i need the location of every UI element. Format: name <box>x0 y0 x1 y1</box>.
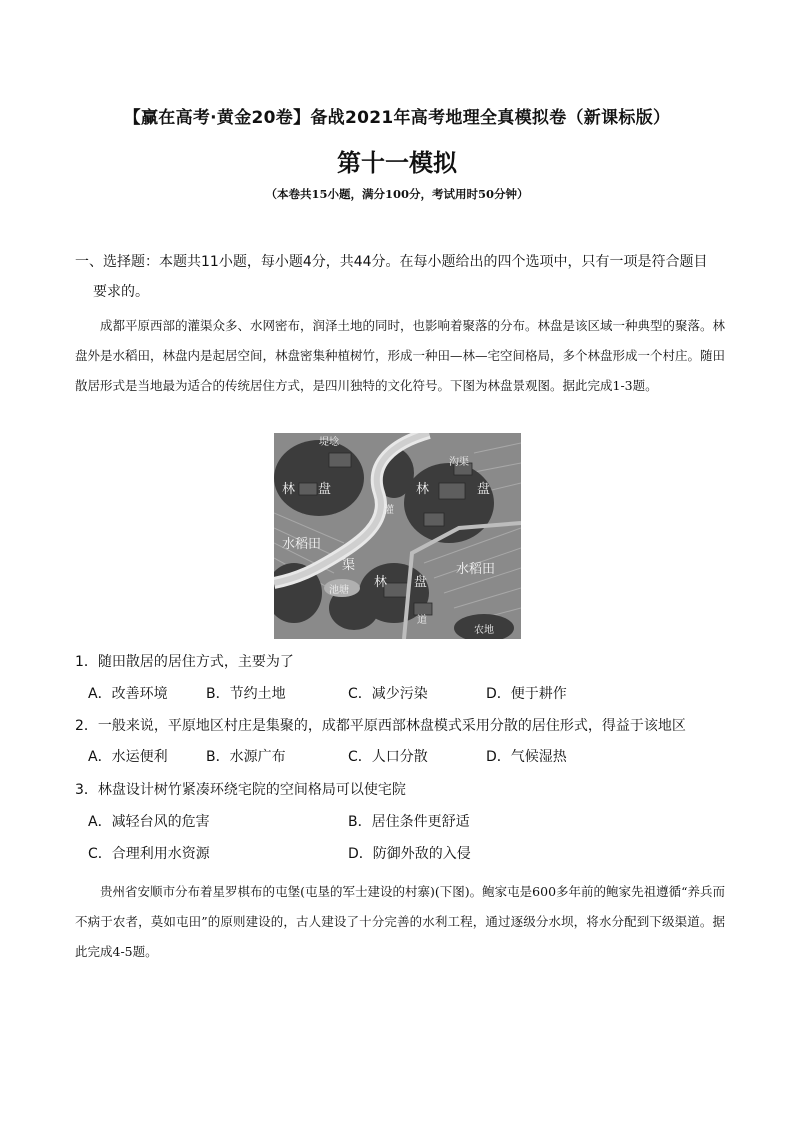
question-1-option-a[interactable]: A．改善环境 <box>88 686 168 702</box>
question-1-stem: 1．随田散居的居住方式，主要为了 <box>75 654 294 670</box>
question-3-stem: 3．林盘设计树竹紧凑环绕宅院的空间格局可以使宅院 <box>75 782 406 798</box>
section-heading <box>75 247 725 307</box>
figure-label-lin1: 林 <box>282 482 296 497</box>
question-2-option-a[interactable]: A．水运便利 <box>88 749 168 765</box>
question-1-option-c[interactable]: C．减少污染 <box>348 686 428 702</box>
figure-label-pan3: 盘 <box>414 575 428 590</box>
figure-label-paddy1: 水稻田 <box>282 537 322 552</box>
figure-label-paddy2: 水稻田 <box>456 562 496 577</box>
question-1-options <box>88 682 728 706</box>
question-3-options-row2 <box>88 842 728 866</box>
section-heading-line1: 一、选择题：本题共11小题，每小题4分，共44分。在每小题给出的四个选项中，只有一项是符合题目 <box>75 254 708 270</box>
figure-label-pond: 池塘 <box>329 585 349 596</box>
question-3-option-c[interactable]: C．合理利用水资源 <box>88 846 210 862</box>
reading-passage-2: 贵州省安顺市分布着星罗棋布的屯堡(屯垦的军士建设的村寨)(下图)。鲍家屯是600多年前的鲍家先祖遵循“养兵而不病于农者，莫如屯田”的原则建设的，古人建设了十分完善的水利工程，通过逐级分水坝，将水分配到下级渠道。据此完成4-5题。 <box>75 884 725 959</box>
reading-passage-1: 成都平原西部的灌渠众多、水网密布，润泽土地的同时，也影响着聚落的分布。林盘是该区域一种典型的聚落。林盘外是水稻田，林盘内是起居空间，林盘密集种植树竹，形成一种田—林—宅空间格局，多个林盘形成一个村庄。随田散居形式是当地最为适合的传统居住方式，是四川独特的文化符号。下图为林盘景观图。据此完成1-3题。 <box>75 318 726 393</box>
question-2-stem: 2．一般来说，平原地区村庄是集聚的，成都平原西部林盘模式采用分散的居住形式，得益于该地区 <box>75 718 686 734</box>
figure-label-pan1: 盘 <box>318 482 332 497</box>
exam-series-title: 【赢在高考·黄金20卷】备战2021年高考地理全真模拟卷（新课标版） <box>123 108 671 128</box>
question-3-option-d[interactable]: D．防御外敌的入侵 <box>348 846 471 862</box>
question-2-option-d[interactable]: D．气候湿热 <box>486 749 567 765</box>
question-1-option-b[interactable]: B．节约土地 <box>206 686 286 702</box>
question-2-option-b[interactable]: B．水源广布 <box>206 749 286 765</box>
figure-label-lin3: 林 <box>374 575 388 590</box>
figure-label-lin2: 林 <box>416 482 430 497</box>
question-3-option-a[interactable]: A．减轻台风的危害 <box>88 814 210 830</box>
linpan-landscape-figure <box>274 433 521 639</box>
figure-label-ditch: 灌 <box>384 505 394 516</box>
figure-label-qu: 渠 <box>342 558 356 573</box>
question-3-option-b[interactable]: B．居住条件更舒适 <box>348 814 470 830</box>
linpan-landscape-image <box>274 433 521 639</box>
figure-label-pan2: 盘 <box>477 482 491 497</box>
section-heading-line2: 要求的。 <box>93 284 149 300</box>
question-2-options <box>88 745 728 769</box>
page-title: 第十一模拟 <box>337 149 457 177</box>
figure-label-top1: 堤埝 <box>319 437 339 448</box>
figure-label-road: 道 <box>417 615 427 626</box>
figure-label-top2: 沟渠 <box>449 457 469 468</box>
question-1-option-d[interactable]: D．便于耕作 <box>486 686 567 702</box>
figure-label-bottom: 农地 <box>474 625 494 636</box>
question-3-options-row1 <box>88 810 728 834</box>
question-2-option-c[interactable]: C．人口分散 <box>348 749 428 765</box>
exam-info-subtitle: （本卷共15小题，满分100分，考试用时50分钟） <box>265 187 529 201</box>
